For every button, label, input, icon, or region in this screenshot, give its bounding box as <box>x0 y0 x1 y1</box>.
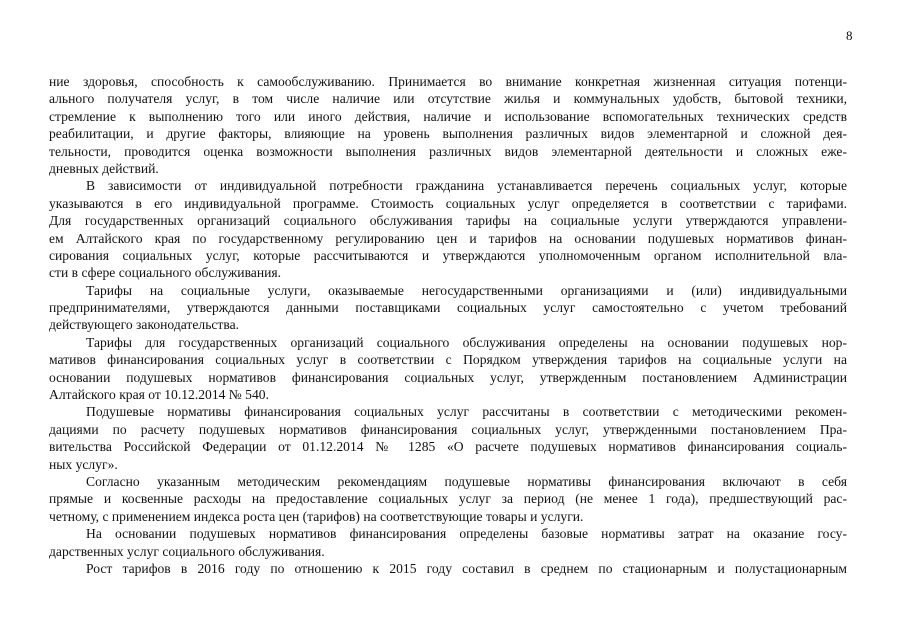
text-line: основании подушевых нормативов финансирования социальных услуг, утвержденным постановлением Администрации <box>49 369 847 385</box>
page-number: 8 <box>846 28 853 43</box>
paragraph-2 <box>49 177 847 281</box>
text-line: На основании подушевых нормативов финансирования определены базовые нормативы затрат на оказание госу- <box>86 526 847 542</box>
text-line: прямые и косвенные расходы на предоставление социальных услуг за период (не менее 1 года), предшествующий рас- <box>49 491 847 507</box>
text-line: тельности, проводится оценка возможности выполнения различных видов элементарной деятельности и сложных еже- <box>49 143 847 159</box>
text-line: ального получателя услуг, в том числе наличие или отсутствие жилья и коммунальных удобств, бытовой техники, <box>49 91 847 107</box>
text-line: Для государственных организаций социального обслуживания тарифы на социальные услуги утверждаются управлени- <box>49 213 847 229</box>
text-line: предпринимателями, утверждаются данными поставщиками социальных услуг самостоятельно с учетом требований <box>49 300 847 316</box>
text-line: стремление к выполнению того или иного действия, наличие и использование вспомогательных технических средств <box>49 108 847 124</box>
text-line: дациями по расчету подушевых нормативов финансирования социальных услуг, утвержденными постановлением Пра- <box>49 421 847 437</box>
text-line: Рост тарифов в 2016 году по отношению к 2015 году составил в среднем по стационарным и полустационарным <box>86 560 847 576</box>
paragraph-1 <box>49 73 847 177</box>
text-line: дарственных услуг социального обслуживания. <box>49 543 325 559</box>
text-line: вительства Российской Федерации от 01.12.2014 № 1285 «О расчете подушевых нормативов финансирования социаль- <box>49 439 847 455</box>
text-line: Алтайского края от 10.12.2014 № 540. <box>49 387 269 403</box>
text-line: дневных действий. <box>49 160 159 176</box>
document-body <box>49 73 847 577</box>
paragraph-4 <box>49 334 847 404</box>
text-line: ние здоровья, способность к самообслуживанию. Принимается во внимание конкретная жизненная ситуация потенци- <box>49 74 847 89</box>
text-line: Согласно указанным методическим рекомендациям подушевые нормативы финансирования включают в себя <box>86 473 847 489</box>
text-line: действующего законодательства. <box>49 317 240 333</box>
paragraph-7 <box>49 525 847 560</box>
paragraph-6 <box>49 473 847 525</box>
paragraph-3 <box>49 282 847 334</box>
text-line: мативов финансирования социальных услуг в соответствии с Порядком утверждения тарифов на социальные услуги на <box>49 352 847 368</box>
text-line: В зависимости от индивидуальной потребности гражданина устанавливается перечень социальных услуг, которые <box>86 178 847 194</box>
text-line: Тарифы для государственных организаций социального обслуживания определены на основании подушевых нор- <box>86 334 847 350</box>
text-line: ных услуг». <box>49 456 118 472</box>
text-line: Подушевые нормативы финансирования социальных услуг рассчитаны в соответствии с методическими рекомен- <box>86 404 847 420</box>
text-line: сти в сфере социального обслуживания. <box>49 265 282 281</box>
text-line: четному, с применением индекса роста цен (тарифов) на соответствующие товары и услуги. <box>49 508 584 524</box>
paragraph-5 <box>49 403 847 473</box>
text-line: Тарифы на социальные услуги, оказываемые негосударственными организациями и (или) индивидуальными <box>86 282 847 298</box>
text-line: ем Алтайского края по государственному регулированию цен и тарифов на основании подушевых нормативов финан- <box>49 230 847 246</box>
text-line: сирования социальных услуг, которые рассчитываются и утверждаются уполномоченным органом исполнительной вла- <box>49 247 847 263</box>
text-line: реабилитации, и другие факторы, влияющие на уровень выполнения различных видов элементарной и сложной дея- <box>49 126 847 142</box>
text-line: указываются в его индивидуальной программе. Стоимость социальных услуг определяется в соответствии с тарифами. <box>49 195 847 211</box>
paragraph-8 <box>49 560 847 577</box>
